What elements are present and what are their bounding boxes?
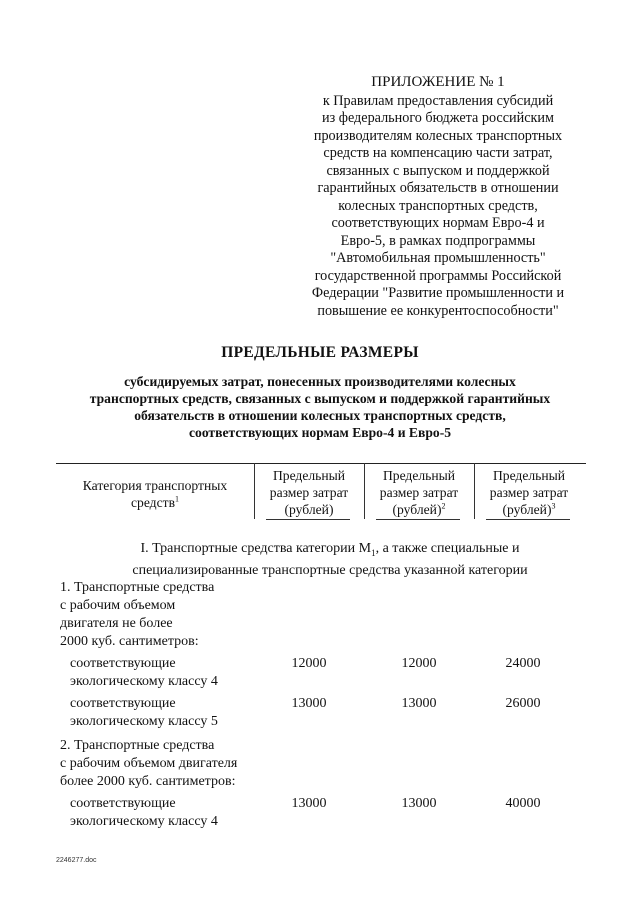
header-category-text: средств: [131, 495, 175, 510]
header-category-line: [56, 494, 254, 511]
group-line: 1. Транспортные средства: [60, 580, 215, 595]
table-top-rule: [56, 463, 586, 464]
group-line: 2. Транспортные средства: [60, 738, 215, 753]
row-label-line: соответствующие: [70, 796, 176, 811]
row-label-class4: [70, 655, 218, 691]
appendix-line: производителям колесных транспортных: [313, 127, 563, 144]
header-limit-line: [364, 501, 474, 518]
value-cell: 12000: [401, 656, 437, 671]
header-limit-line: Предельный: [272, 468, 346, 483]
appendix-line: повышение ее конкурентоспособности": [317, 302, 559, 319]
header-limit-line: размер затрат: [489, 485, 569, 500]
header-limit-1: [254, 467, 364, 518]
section-title: [70, 540, 590, 580]
row-label-class4-large: [70, 795, 218, 831]
header-limit-line: Предельный: [492, 468, 566, 483]
footnote-ref: 2: [441, 501, 446, 511]
header-underline: [266, 519, 350, 520]
footnote-ref: 1: [175, 494, 179, 504]
value-cell: 13000: [291, 696, 327, 711]
appendix-line: гарантийных обязательств в отношении: [317, 180, 559, 196]
header-limit-2: [364, 467, 474, 518]
group-line: с рабочим объемом двигателя: [60, 756, 238, 771]
row-label-class5: [70, 695, 218, 731]
row-label-line: экологическому классу 4: [70, 674, 218, 689]
header-limit-line: [474, 501, 584, 518]
header-limit-line: Предельный: [382, 468, 456, 483]
appendix-line: из федерального бюджета российским: [322, 110, 554, 126]
appendix-block: [300, 74, 576, 320]
header-limit-line: (рублей): [284, 502, 334, 517]
document-subheading: [40, 373, 600, 441]
group-line: с рабочим объемом: [60, 598, 176, 613]
header-limit-text: (рублей): [392, 502, 442, 517]
section-text: I. Транспортные средства категории M: [140, 541, 372, 556]
value-cell: 40000: [505, 796, 541, 811]
header-limit-line: размер затрат: [379, 485, 459, 500]
appendix-line: к Правилам предоставления субсидий: [322, 92, 554, 109]
value-cell: 13000: [291, 796, 327, 811]
footnote-ref: 3: [551, 501, 556, 511]
subheading-line: транспортных средств, связанных с выпуском и поддержкой гарантийных: [89, 391, 551, 406]
appendix-title: ПРИЛОЖЕНИЕ № 1: [371, 74, 505, 90]
header-category-line: Категория транспортных: [82, 478, 228, 493]
value-cell: 13000: [401, 796, 437, 811]
section-line: [70, 540, 590, 562]
file-reference: 2246277.doc: [56, 857, 97, 864]
row-label-line: экологическому классу 4: [70, 814, 218, 829]
value-cell: 13000: [401, 696, 437, 711]
row-label-line: экологическому классу 5: [70, 714, 218, 729]
group-line: двигателя не более: [60, 616, 173, 631]
value-cell: 26000: [505, 696, 541, 711]
appendix-line: связанных с выпуском и поддержкой: [326, 162, 550, 179]
appendix-line: государственной программы Российской: [314, 267, 562, 284]
appendix-line: Евро-5, в рамках подпрограммы: [340, 232, 536, 249]
header-category: [56, 477, 254, 511]
value-cell: 24000: [505, 656, 541, 671]
appendix-line: Федерации "Развитие промышленности и: [311, 285, 565, 301]
appendix-line: колесных транспортных средств,: [338, 197, 538, 214]
appendix-line: "Автомобильная промышленность": [330, 250, 546, 266]
header-limit-text: (рублей): [502, 502, 552, 517]
section-line: специализированные транспортные средства указанной категории: [132, 562, 528, 578]
header-limit-3: [474, 467, 584, 518]
group-heading-2: [60, 737, 237, 791]
document-heading: ПРЕДЕЛЬНЫЕ РАЗМЕРЫ: [221, 344, 419, 361]
subheading-line: обязательств в отношении колесных транспортных средств,: [134, 408, 506, 423]
value-cell: 12000: [291, 656, 327, 671]
appendix-line: соответствующих нормам Евро-4 и: [331, 215, 545, 231]
group-line: 2000 куб. сантиметров:: [60, 634, 199, 649]
header-underline: [376, 519, 460, 520]
row-label-line: соответствующие: [70, 696, 176, 711]
group-heading-1: [60, 579, 214, 651]
header-limit-line: размер затрат: [269, 485, 349, 500]
subheading-line: соответствующих нормам Евро-4 и Евро-5: [188, 425, 452, 440]
group-line: более 2000 куб. сантиметров:: [60, 774, 236, 789]
subheading-line: субсидируемых затрат, понесенных производителями колесных: [124, 374, 516, 389]
header-underline: [486, 519, 570, 520]
category-subscript: 1: [371, 547, 376, 558]
row-label-line: соответствующие: [70, 656, 176, 671]
appendix-line: средств на компенсацию части затрат,: [323, 145, 553, 161]
section-text: , а также специальные и: [375, 541, 520, 556]
